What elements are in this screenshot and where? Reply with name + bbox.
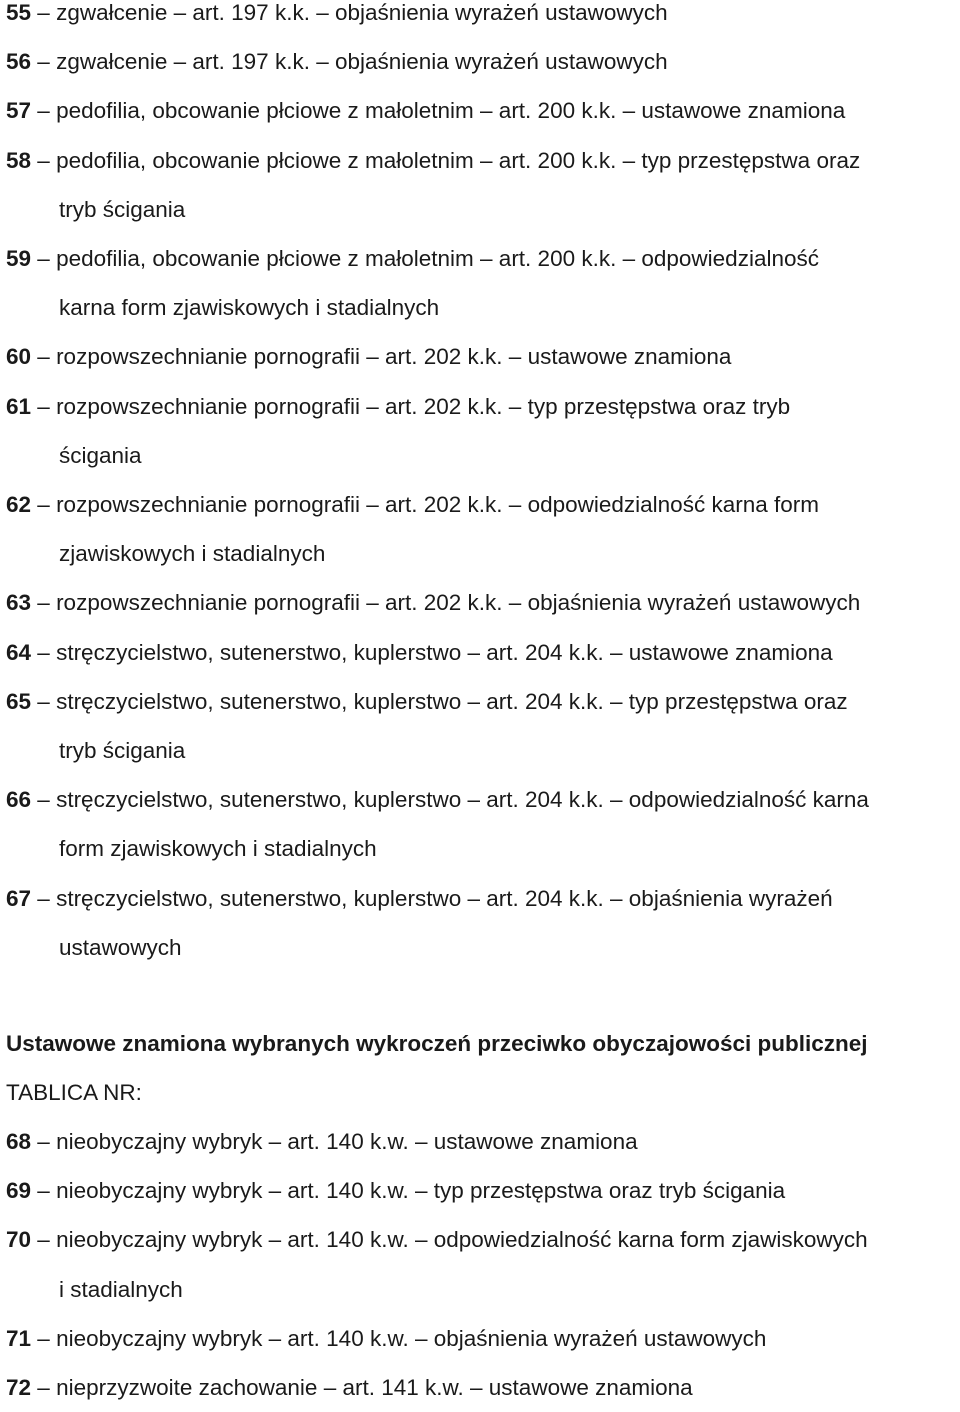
entry-separator: – bbox=[31, 492, 57, 517]
list-item bbox=[6, 1166, 960, 1215]
entry-first-line bbox=[6, 578, 960, 627]
entry-text: stręczycielstwo, sutenerstwo, kuplerstwo – art. 204 k.k. – typ przestępstwa oraz bbox=[56, 688, 848, 714]
entry-number: 67 bbox=[6, 885, 32, 911]
entry-number: 69 bbox=[6, 1178, 32, 1204]
entry-first-line bbox=[6, 1363, 960, 1412]
list-item bbox=[6, 332, 960, 381]
list-item bbox=[6, 37, 960, 86]
list-item bbox=[6, 136, 960, 234]
entry-text: zgwałcenie – art. 197 k.k. – objaśnienia wyrażeń ustawowych bbox=[56, 49, 668, 75]
entry-first-line bbox=[6, 136, 960, 185]
entry-text: stręczycielstwo, sutenerstwo, kuplerstwo – art. 204 k.k. – objaśnienia wyrażeń bbox=[56, 885, 833, 911]
entry-number: 60 bbox=[6, 344, 32, 370]
entry-first-line bbox=[6, 775, 960, 824]
entry-text: nieobyczajny wybryk – art. 140 k.w. – typ przestępstwa oraz tryb ścigania bbox=[56, 1178, 786, 1204]
entry-text: rozpowszechnianie pornografii – art. 202 k.k. – ustawowe znamiona bbox=[56, 344, 732, 370]
list-item bbox=[6, 86, 960, 135]
entry-separator: – bbox=[31, 1325, 57, 1351]
entry-continuation-line: form zjawiskowych i stadialnych bbox=[59, 836, 377, 862]
entry-number: 59 bbox=[6, 246, 32, 271]
entry-number: 68 bbox=[6, 1129, 32, 1154]
entry-number: 70 bbox=[6, 1227, 32, 1253]
entry-continuation-line: i stadialnych bbox=[59, 1276, 183, 1302]
entry-number: 65 bbox=[6, 688, 32, 714]
section-heading: Ustawowe znamiona wybranych wykroczeń przeciwko obyczajowości publicznej bbox=[6, 1031, 868, 1056]
list-item bbox=[6, 677, 960, 775]
list-item bbox=[6, 382, 960, 480]
entry-continuation-line: tryb ścigania bbox=[59, 737, 186, 763]
list-item bbox=[6, 0, 960, 37]
entry-text: nieprzyzwoite zachowanie – art. 141 k.w. – ustawowe znamiona bbox=[56, 1375, 693, 1400]
entry-first-line bbox=[6, 628, 960, 677]
entry-separator: – bbox=[31, 590, 57, 616]
entry-text: pedofilia, obcowanie płciowe z małoletnim – art. 200 k.k. – typ przestępstwa oraz bbox=[56, 147, 861, 173]
entry-first-line bbox=[6, 677, 960, 726]
entry-number: 61 bbox=[6, 393, 32, 419]
entry-text: nieobyczajny wybryk – art. 140 k.w. – objaśnienia wyrażeń ustawowych bbox=[56, 1325, 767, 1351]
entry-first-line bbox=[6, 1215, 960, 1264]
entry-separator: – bbox=[31, 787, 57, 813]
table-label: TABLICA NR: bbox=[6, 1080, 142, 1105]
entry-separator: – bbox=[31, 0, 57, 25]
list-item bbox=[6, 1215, 960, 1313]
entry-number: 57 bbox=[6, 98, 32, 124]
entry-number: 63 bbox=[6, 590, 32, 616]
list-item bbox=[6, 234, 960, 332]
entry-text: rozpowszechnianie pornografii – art. 202 k.k. – typ przestępstwa oraz tryb bbox=[56, 393, 791, 419]
entry-first-line bbox=[6, 1314, 960, 1363]
entry-number: 71 bbox=[6, 1325, 32, 1351]
entry-text: stręczycielstwo, sutenerstwo, kuplerstwo – art. 204 k.k. – odpowiedzialność karna bbox=[56, 787, 869, 813]
entry-number: 56 bbox=[6, 49, 32, 75]
list-item bbox=[6, 578, 960, 627]
entry-text: rozpowszechnianie pornografii – art. 202 k.k. – objaśnienia wyrażeń ustawowych bbox=[56, 590, 861, 616]
entry-number: 66 bbox=[6, 787, 32, 813]
entry-continuation-line: ścigania bbox=[59, 442, 142, 468]
entry-separator: – bbox=[31, 344, 57, 370]
entry-text: zgwałcenie – art. 197 k.k. – objaśnienia wyrażeń ustawowych bbox=[56, 0, 668, 25]
entry-separator: – bbox=[31, 1375, 57, 1400]
entry-first-line bbox=[6, 1117, 960, 1166]
entry-separator: – bbox=[31, 49, 57, 75]
entry-first-line bbox=[6, 86, 960, 135]
entry-first-line bbox=[6, 874, 960, 923]
entry-first-line bbox=[6, 234, 960, 283]
entry-separator: – bbox=[31, 1129, 57, 1154]
entry-first-line bbox=[6, 0, 960, 37]
entry-number: 72 bbox=[6, 1375, 32, 1400]
entry-text: stręczycielstwo, sutenerstwo, kuplerstwo – art. 204 k.k. – ustawowe znamiona bbox=[56, 639, 833, 665]
list-item bbox=[6, 1363, 960, 1412]
entry-continuation-line: tryb ścigania bbox=[59, 196, 186, 222]
entry-number: 62 bbox=[6, 492, 32, 517]
entry-first-line bbox=[6, 480, 960, 529]
entry-text: rozpowszechnianie pornografii – art. 202 k.k. – odpowiedzialność karna form bbox=[56, 492, 819, 517]
entry-separator: – bbox=[31, 639, 57, 665]
entry-first-line bbox=[6, 332, 960, 381]
entry-text: nieobyczajny wybryk – art. 140 k.w. – ustawowe znamiona bbox=[56, 1129, 638, 1154]
entry-separator: – bbox=[31, 1178, 57, 1204]
entry-separator: – bbox=[31, 885, 57, 911]
entry-text: pedofilia, obcowanie płciowe z małoletnim – art. 200 k.k. – ustawowe znamiona bbox=[56, 98, 846, 124]
entry-text: pedofilia, obcowanie płciowe z małoletnim – art. 200 k.k. – odpowiedzialność bbox=[56, 246, 819, 271]
entry-separator: – bbox=[31, 393, 57, 419]
list-item bbox=[6, 1117, 960, 1166]
entry-separator: – bbox=[31, 98, 57, 124]
entry-separator: – bbox=[31, 147, 57, 173]
entry-number: 58 bbox=[6, 147, 32, 173]
list-item bbox=[6, 1314, 960, 1363]
entry-continuation-line: zjawiskowych i stadialnych bbox=[59, 541, 326, 567]
entry-continuation-line: karna form zjawiskowych i stadialnych bbox=[59, 295, 440, 321]
entry-separator: – bbox=[31, 1227, 57, 1253]
entry-separator: – bbox=[31, 246, 57, 271]
list-item bbox=[6, 775, 960, 873]
entry-number: 55 bbox=[6, 0, 32, 25]
list-item bbox=[6, 628, 960, 677]
entry-text: nieobyczajny wybryk – art. 140 k.w. – odpowiedzialność karna form zjawiskowych bbox=[56, 1227, 868, 1253]
entry-continuation-line: ustawowych bbox=[59, 934, 182, 960]
entry-separator: – bbox=[31, 688, 57, 714]
entry-first-line bbox=[6, 1166, 960, 1215]
entry-number: 64 bbox=[6, 639, 32, 665]
list-item bbox=[6, 480, 960, 578]
entry-first-line bbox=[6, 382, 960, 431]
list-item bbox=[6, 874, 960, 972]
entry-first-line bbox=[6, 37, 960, 86]
